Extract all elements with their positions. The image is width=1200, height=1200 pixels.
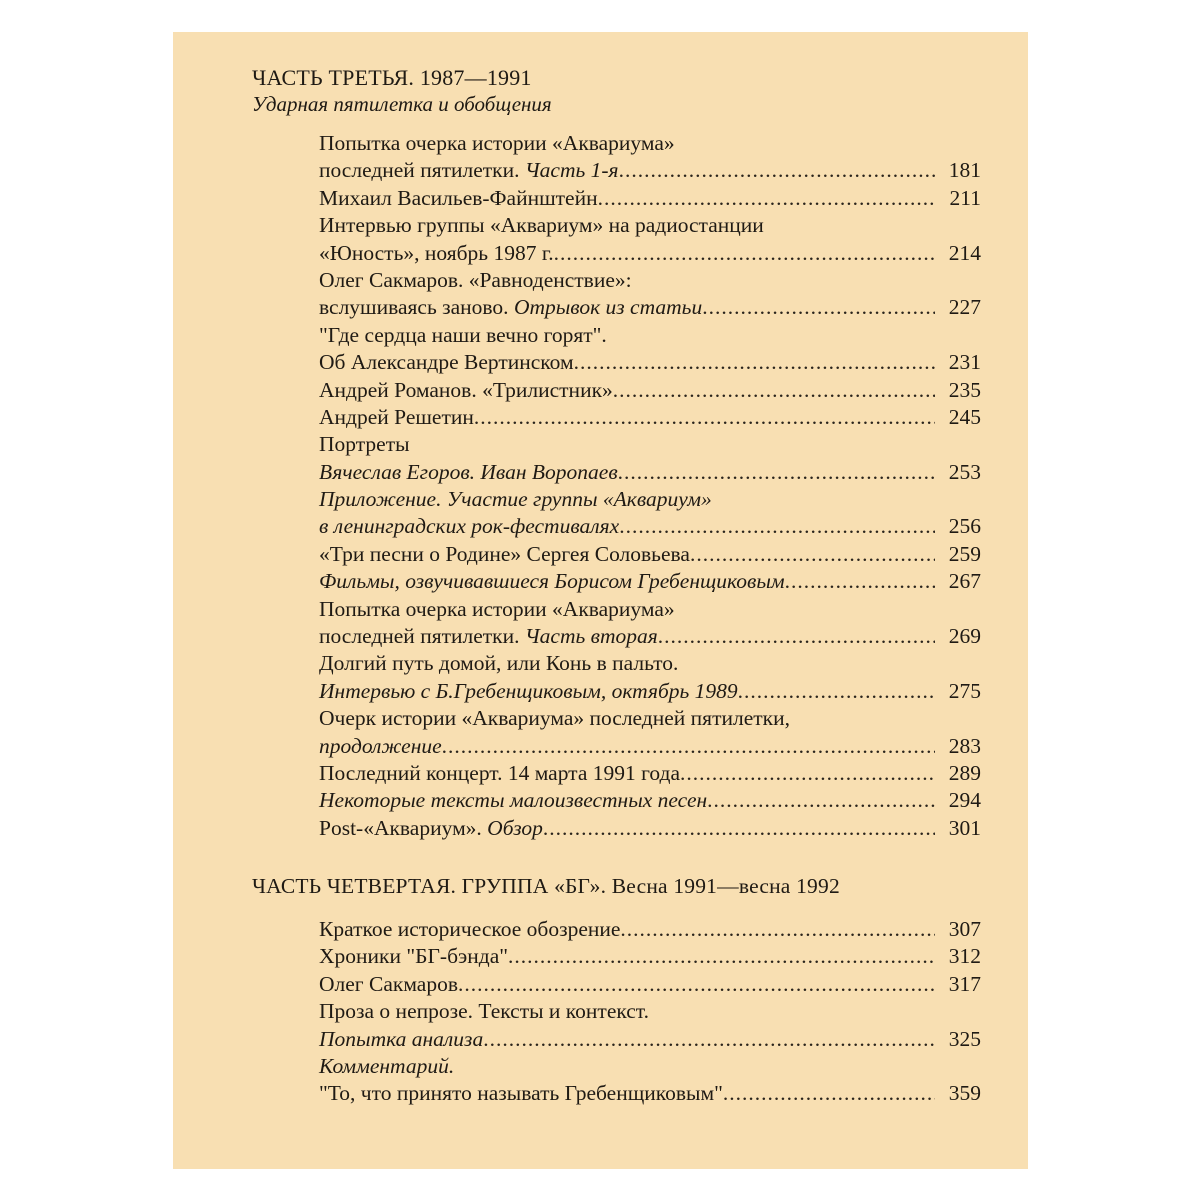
page-number: 259 bbox=[948, 541, 981, 566]
toc-entry-title: продолжение bbox=[319, 733, 442, 758]
dot-leader bbox=[619, 157, 935, 184]
toc-entry-title: Попытка очерка истории «Аквариума» bbox=[319, 596, 675, 621]
toc-entry-line bbox=[319, 377, 981, 404]
toc-entry-line bbox=[319, 294, 981, 321]
dot-leader bbox=[658, 623, 935, 650]
toc-entry-line bbox=[319, 943, 981, 970]
toc-entry-line bbox=[319, 760, 981, 787]
toc-entry-line bbox=[319, 596, 981, 623]
toc-entry-title: в ленинградских рок-фестивалях bbox=[319, 514, 620, 539]
toc-entry-line bbox=[319, 787, 981, 814]
toc-entry-title: «Три песни о Родине» Сергея Соловьева bbox=[319, 541, 690, 566]
dot-leader bbox=[598, 185, 935, 212]
toc-entry-title: Олег Сакмаров bbox=[319, 971, 458, 996]
toc-entry-title: Олег Сакмаров. «Равноденствие»: bbox=[319, 267, 632, 292]
toc-entry-title: Последний концерт. 14 марта 1991 года bbox=[319, 760, 681, 785]
toc-entry-line bbox=[319, 998, 981, 1025]
toc-entry-line bbox=[319, 541, 981, 568]
dot-leader bbox=[690, 541, 935, 568]
dot-leader bbox=[543, 815, 935, 842]
dot-leader bbox=[508, 943, 935, 970]
toc-entry-line bbox=[319, 1080, 981, 1107]
toc-entry-line bbox=[319, 212, 981, 239]
toc-entry-title: Долгий путь домой, или Конь в пальто. bbox=[319, 651, 679, 676]
toc-entry-line bbox=[319, 916, 981, 943]
toc-entry-title: Интервью группы «Аквариум» на радиостанции bbox=[319, 213, 764, 238]
page-number: 317 bbox=[948, 971, 981, 996]
toc-entry-title: Об Александре Вертинском bbox=[319, 350, 574, 375]
toc-entry-title: Интервью с Б.Гребенщиковым, октябрь 1989 bbox=[319, 678, 738, 703]
dot-leader bbox=[474, 404, 935, 431]
toc-entry-title: Попытка анализа bbox=[319, 1026, 484, 1051]
dot-leader bbox=[738, 678, 935, 705]
toc-entry-line bbox=[319, 157, 981, 184]
toc-entry-line bbox=[319, 650, 981, 677]
toc-entry-title: Краткое историческое обозрение bbox=[319, 917, 621, 941]
toc-entry-line bbox=[319, 1053, 981, 1080]
toc-entry-text-italic: Часть вторая bbox=[524, 624, 658, 649]
page-number: 256 bbox=[948, 514, 981, 539]
toc-entry-line bbox=[319, 705, 981, 732]
page-number: 325 bbox=[948, 1026, 981, 1051]
toc-entry-line bbox=[319, 240, 981, 267]
page-number: 211 bbox=[949, 185, 981, 210]
toc-entry-text: последней пятилетки. bbox=[319, 624, 525, 649]
toc-entry-title: Портреты bbox=[319, 432, 410, 457]
toc-entry-title: "То, что принято называть Гребенщиковым" bbox=[319, 1081, 723, 1106]
part-three-toc bbox=[319, 130, 981, 842]
toc-entry-line bbox=[319, 678, 981, 705]
toc-entry-title: Михаил Васильев-Файнштейн bbox=[319, 185, 598, 210]
toc-entry-title bbox=[319, 294, 702, 321]
toc-entry-line bbox=[319, 322, 981, 349]
dot-leader bbox=[554, 240, 935, 267]
toc-entry-text: Post-«Аквариум». bbox=[319, 815, 488, 840]
page-number: 235 bbox=[948, 377, 981, 402]
toc-entry-line bbox=[319, 459, 981, 486]
page-number: 294 bbox=[948, 788, 981, 813]
page-number: 289 bbox=[948, 760, 981, 785]
toc-entry-text: вслушиваясь заново. bbox=[319, 295, 514, 320]
page-number: 307 bbox=[948, 917, 981, 941]
toc-entry-title: Попытка очерка истории «Аквариума» bbox=[319, 131, 675, 155]
toc-entry-title: Вячеслав Егоров. Иван Воропаев bbox=[319, 459, 618, 484]
toc-entry-title: Некоторые тексты малоизвестных песен bbox=[319, 788, 708, 813]
part-four-toc bbox=[319, 916, 981, 1108]
page-number: 181 bbox=[948, 158, 981, 183]
toc-entry-line bbox=[319, 1026, 981, 1053]
part-four-heading: ЧАСТЬ ЧЕТВЕРТАЯ. ГРУППА «БГ». Весна 1991—весна 1992 bbox=[252, 874, 840, 898]
part-three-heading: ЧАСТЬ ТРЕТЬЯ. 1987—1991 bbox=[252, 65, 532, 90]
toc-entry-line bbox=[319, 404, 981, 431]
toc-entry-title: Хроники "БГ-бэнда" bbox=[319, 944, 509, 969]
toc-entry-text-italic: Отрывок из статьи bbox=[513, 295, 703, 320]
toc-entry-line bbox=[319, 568, 981, 595]
page-number: 245 bbox=[948, 404, 981, 429]
toc-entry-line bbox=[319, 349, 981, 376]
book-page bbox=[173, 32, 1028, 1169]
page-number: 283 bbox=[948, 733, 981, 758]
toc-entry-title: Андрей Решетин bbox=[319, 404, 474, 429]
page-number: 359 bbox=[948, 1081, 981, 1106]
toc-entry-title bbox=[319, 623, 658, 650]
dot-leader bbox=[680, 760, 935, 787]
dot-leader bbox=[620, 916, 935, 943]
toc-entry-line bbox=[319, 185, 981, 212]
page-number: 231 bbox=[948, 350, 981, 375]
dot-leader bbox=[574, 349, 935, 376]
page-number: 253 bbox=[948, 459, 981, 484]
dot-leader bbox=[619, 513, 935, 540]
toc-entry-title: Комментарий. bbox=[319, 1053, 455, 1078]
toc-entry-title: Приложение. Участие группы «Аквариум» bbox=[319, 487, 712, 512]
toc-entry-title: Очерк истории «Аквариума» последней пятилетки, bbox=[319, 706, 790, 731]
dot-leader bbox=[723, 1080, 935, 1107]
dot-leader bbox=[613, 377, 935, 404]
dot-leader bbox=[785, 568, 935, 595]
dot-leader bbox=[442, 733, 935, 760]
toc-entry-text: последней пятилетки. bbox=[319, 158, 525, 183]
page-number: 301 bbox=[948, 815, 981, 840]
toc-entry-line bbox=[319, 513, 981, 540]
toc-entry-line bbox=[319, 130, 981, 157]
dot-leader bbox=[707, 787, 935, 814]
page-number: 312 bbox=[948, 944, 981, 969]
part-three-subtitle: Ударная пятилетка и обобщения bbox=[252, 92, 552, 116]
toc-entry-text-italic: Часть 1-я bbox=[524, 158, 619, 183]
toc-entry-line bbox=[319, 623, 981, 650]
toc-entry-title: «Юность», ноябрь 1987 г. bbox=[319, 240, 554, 265]
toc-entry-title bbox=[319, 815, 543, 842]
page-number: 214 bbox=[948, 240, 981, 265]
dot-leader bbox=[458, 971, 935, 998]
toc-entry-title: Андрей Романов. «Трилистник» bbox=[319, 377, 613, 402]
page-number: 227 bbox=[948, 295, 981, 320]
toc-entry-title: Проза о непрозе. Тексты и контекст. bbox=[319, 999, 649, 1024]
dot-leader bbox=[483, 1026, 935, 1053]
toc-entry-text-italic: Обзор bbox=[487, 815, 543, 840]
dot-leader bbox=[702, 294, 935, 321]
toc-entry-line bbox=[319, 431, 981, 458]
page-number: 275 bbox=[948, 678, 981, 703]
toc-entry-line bbox=[319, 267, 981, 294]
toc-entry-title: "Где сердца наши вечно горят". bbox=[319, 322, 607, 347]
toc-entry-line bbox=[319, 733, 981, 760]
toc-entry-title bbox=[319, 157, 619, 184]
toc-entry-title: Фильмы, озвучивавшиеся Борисом Гребенщиковым bbox=[319, 569, 785, 594]
toc-entry-line bbox=[319, 486, 981, 513]
toc-entry-line bbox=[319, 971, 981, 998]
page-number: 267 bbox=[948, 569, 981, 594]
page-number: 269 bbox=[948, 624, 981, 649]
toc-entry-line bbox=[319, 815, 981, 842]
dot-leader bbox=[618, 459, 935, 486]
